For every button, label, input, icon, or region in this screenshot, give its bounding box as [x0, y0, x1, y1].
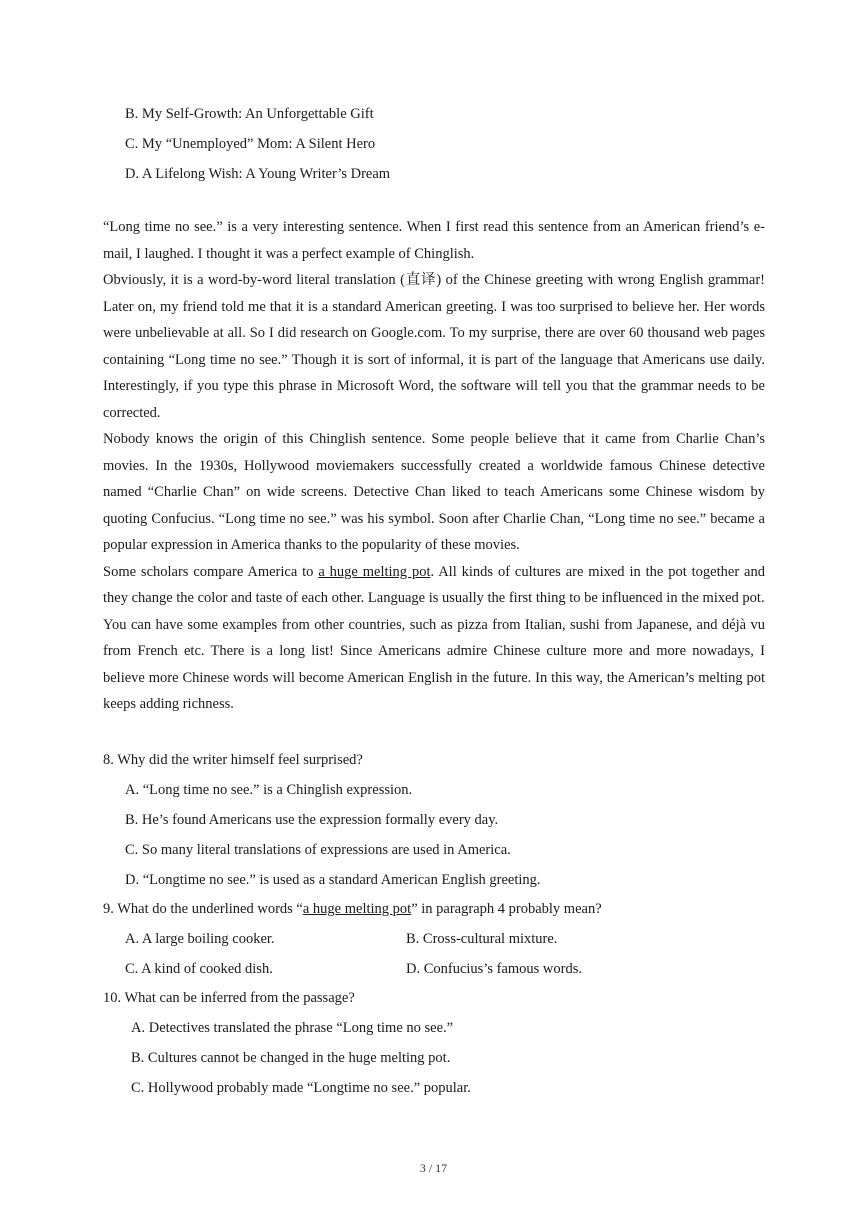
question-9-option-c: C. A kind of cooked dish.: [125, 961, 273, 977]
question-9-stem-after: ” in paragraph 4 probably mean?: [411, 901, 602, 917]
question-9-stem: [103, 900, 602, 918]
paragraph-5: You can have some examples from other countries, such as pizza from Italian, sushi from Japanese, and déjà vu from French etc. There is a long list! Since Americans admire Chinese culture more and more nowadays, I believe more Chinese words will become American English in the future. In this way, the American’s melting pot keeps adding richness.: [103, 616, 765, 712]
paragraph-2: Obviously, it is a word-by-word literal translation (直译) of the Chinese greeting with wrong English grammar! Later on, my friend told me that it is a standard American greeting. I was too surprised to believe her. Her words were unbelievable at all. So I did research on Google.com. To my surprise, there are over 60 thousand web pages containing “Long time no see.” Though it is sort of informal, it is part of the language that Americans use daily. Interestingly, if you type this phrase in Microsoft Word, the software will tell you that the grammar needs to be corrected.: [103, 272, 765, 421]
question-10-option-c: C. Hollywood probably made “Longtime no see.” popular.: [131, 1080, 471, 1096]
option-d: D. A Lifelong Wish: A Young Writer’s Dream: [125, 166, 391, 182]
question-9-option-d: D. Confucius’s famous words.: [406, 961, 583, 977]
paragraph-1: “Long time no see.” is a very interesting sentence. When I first read this sentence from an American friend’s e-mail, I laughed. I thought it was a perfect example of Chinglish.: [103, 219, 765, 262]
paragraph-4: [103, 559, 765, 612]
paragraph-4-text-after: . All kinds of cultures are mixed in the pot together and they change the color and taste of each other. Language is usually the first thing to be influenced in the mixed pot.: [103, 563, 765, 606]
question-8-option-b: B. He’s found Americans use the expression formally every day.: [125, 812, 499, 828]
question-8-option-c: C. So many literal translations of expressions are used in America.: [125, 842, 511, 858]
paragraph-3: Nobody knows the origin of this Chinglish sentence. Some people believe that it came from Charlie Chan’s movies. In the 1930s, Hollywood moviemakers successfully created a worldwide famous Chinese detective named “Charlie Chan” on wide screens. Detective Chan liked to teach Americans some Chinese wisdom by quoting Confucius. “Long time no see.” was his symbol. Soon after Charlie Chan, “Long time no see.” became a popular expression in America thanks to the popularity of these movies.: [103, 431, 765, 553]
question-10-stem: 10. What can be inferred from the passage?: [103, 990, 355, 1006]
question-10-option-a: A. Detectives translated the phrase “Long time no see.”: [131, 1020, 454, 1036]
question-8-option-d: D. “Longtime no see.” is used as a standard American English greeting.: [125, 872, 541, 888]
option-b: B. My Self-Growth: An Unforgettable Gift: [125, 106, 374, 122]
paragraph-4-text-before: Some scholars compare America to: [103, 563, 319, 580]
underlined-phrase: a huge melting pot: [318, 563, 431, 580]
page-number: 3 / 17: [419, 1161, 448, 1175]
question-9-underlined-phrase: a huge melting pot: [302, 901, 412, 917]
reading-passage: [103, 214, 765, 718]
question-8-option-a: A. “Long time no see.” is a Chinglish expression.: [125, 782, 413, 798]
question-9-stem-before: 9. What do the underlined words “: [103, 901, 303, 917]
question-9-option-b: B. Cross-cultural mixture.: [406, 931, 558, 947]
question-10-option-b: B. Cultures cannot be changed in the huge melting pot.: [131, 1050, 451, 1066]
question-9-option-a: A. A large boiling cooker.: [125, 931, 275, 947]
question-8-stem: 8. Why did the writer himself feel surprised?: [103, 752, 363, 768]
option-c: C. My “Unemployed” Mom: A Silent Hero: [125, 136, 376, 152]
